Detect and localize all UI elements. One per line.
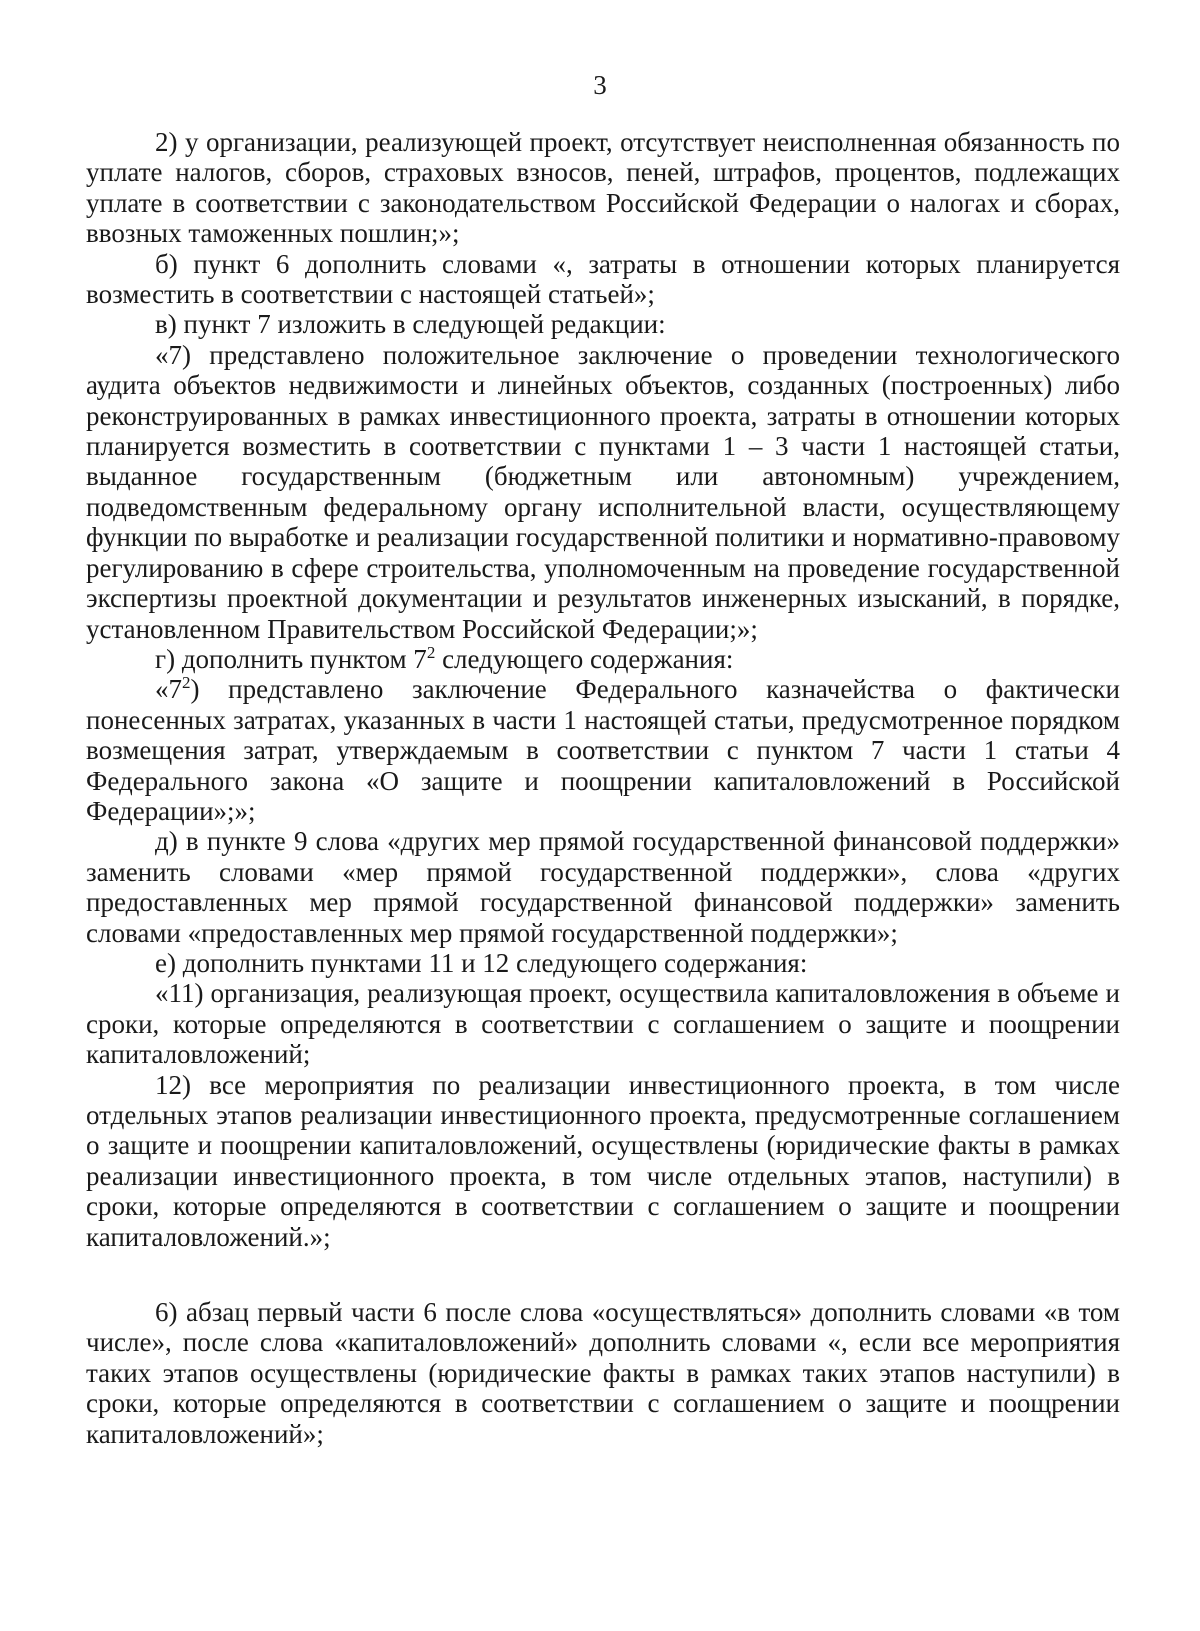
paragraph-item-7-2-text: «7	[155, 674, 182, 705]
paragraph-item-12: 12) все мероприятия по реализации инвестиционного проекта, в том числе отдельных этапов реализации инвестиционного проекта, предусмотренные соглашением о защите и поощрении капиталовложений, осуществлены (юридические факты в рамках реализации инвестиционного проекта, в том числе отдельных этапов, наступили) в сроки, которые определяются в соответствии с соглашением о защите и поощрении капиталовложений.»;	[86, 1069, 1120, 1252]
paragraph-sub-g-text: г) дополнить пунктом 7	[155, 643, 427, 674]
paragraph-sub-d: д) в пункте 9 слова «других мер прямой государственной финансовой поддержки» заменить словами «мер прямой государственной поддержки», слова «других предоставленных мер прямой государственной финансовой поддержки» заменить словами «предоставленных мер прямой государственной поддержки»;	[86, 826, 1120, 948]
paragraph-sub-v: в) пункт 7 изложить в следующей редакции:	[155, 309, 666, 340]
paragraph-sub-g	[86, 644, 1120, 674]
paragraph-item-7: «7) представлено положительное заключение о проведении технологического аудита объектов недвижимости и линейных объектов, созданных (построенных) либо реконструированных в рамках инвестиционного проекта, затраты в отношении которых планируется возместить в соответствии с пунктами 1 – 3 части 1 настоящей статьи, выданное государственным (бюджетным или автономным) учреждением, подведомственным федеральному органу исполнительной власти, осуществляющему функции по выработке и реализации государственной политики и нормативно-правовому регулированию в сфере строительства, уполномоченным на проведение государственной экспертизы проектной документации и результатов инженерных изысканий, в порядке, установленном Правительством Российской Федерации;»;	[86, 339, 1120, 644]
page-number: 3	[593, 70, 607, 100]
paragraph-item-11: «11) организация, реализующая проект, осуществила капиталовложения в объеме и сроки, которые определяются в соответствии с соглашением о защите и поощрении капиталовложений;	[86, 978, 1120, 1070]
document-body	[86, 127, 1120, 1449]
paragraph-sub-e: е) дополнить пунктами 11 и 12 следующего содержания:	[155, 947, 808, 978]
paragraph-item-7-2-text-end: ) представлено заключение Федерального казначейства о фактически понесенных затратах, указанных в части 1 настоящей статьи, предусмотренное порядком возмещения затрат, утверждаемым в соответствии с пунктом 7 части 1 статьи 4 Федерального закона «О защите и поощрении капиталовложений в Российской Федерации»;»;	[86, 674, 1120, 826]
paragraph-gap	[86, 1252, 1120, 1297]
superscript: 2	[426, 642, 436, 662]
paragraph-item-6: 6) абзац первый части 6 после слова «осуществляться» дополнить словами «в том числе», после слова «капиталовложений» дополнить словами «, если все мероприятия таких этапов осуществлены (юридические факты в рамках таких этапов наступили) в сроки, которые определяются в соответствии с соглашением о защите и поощрении капиталовложений»;	[86, 1297, 1120, 1449]
paragraph-item-7-2	[86, 674, 1120, 826]
paragraph-sub-b: б) пункт 6 дополнить словами «, затраты в отношении которых планируется возместить в соответствии с настоящей статьей»;	[86, 248, 1120, 310]
superscript: 2	[182, 673, 191, 693]
paragraph-sub-g-text-end: следующего содержания:	[435, 643, 734, 674]
paragraph-item-2: 2) у организации, реализующей проект, отсутствует неисполненная обязанность по уплате налогов, сборов, страховых взносов, пеней, штрафов, процентов, подлежащих уплате в соответствии с законодательством Российской Федерации о налогах и сборах, ввозных таможенных пошлин;»;	[86, 127, 1120, 249]
